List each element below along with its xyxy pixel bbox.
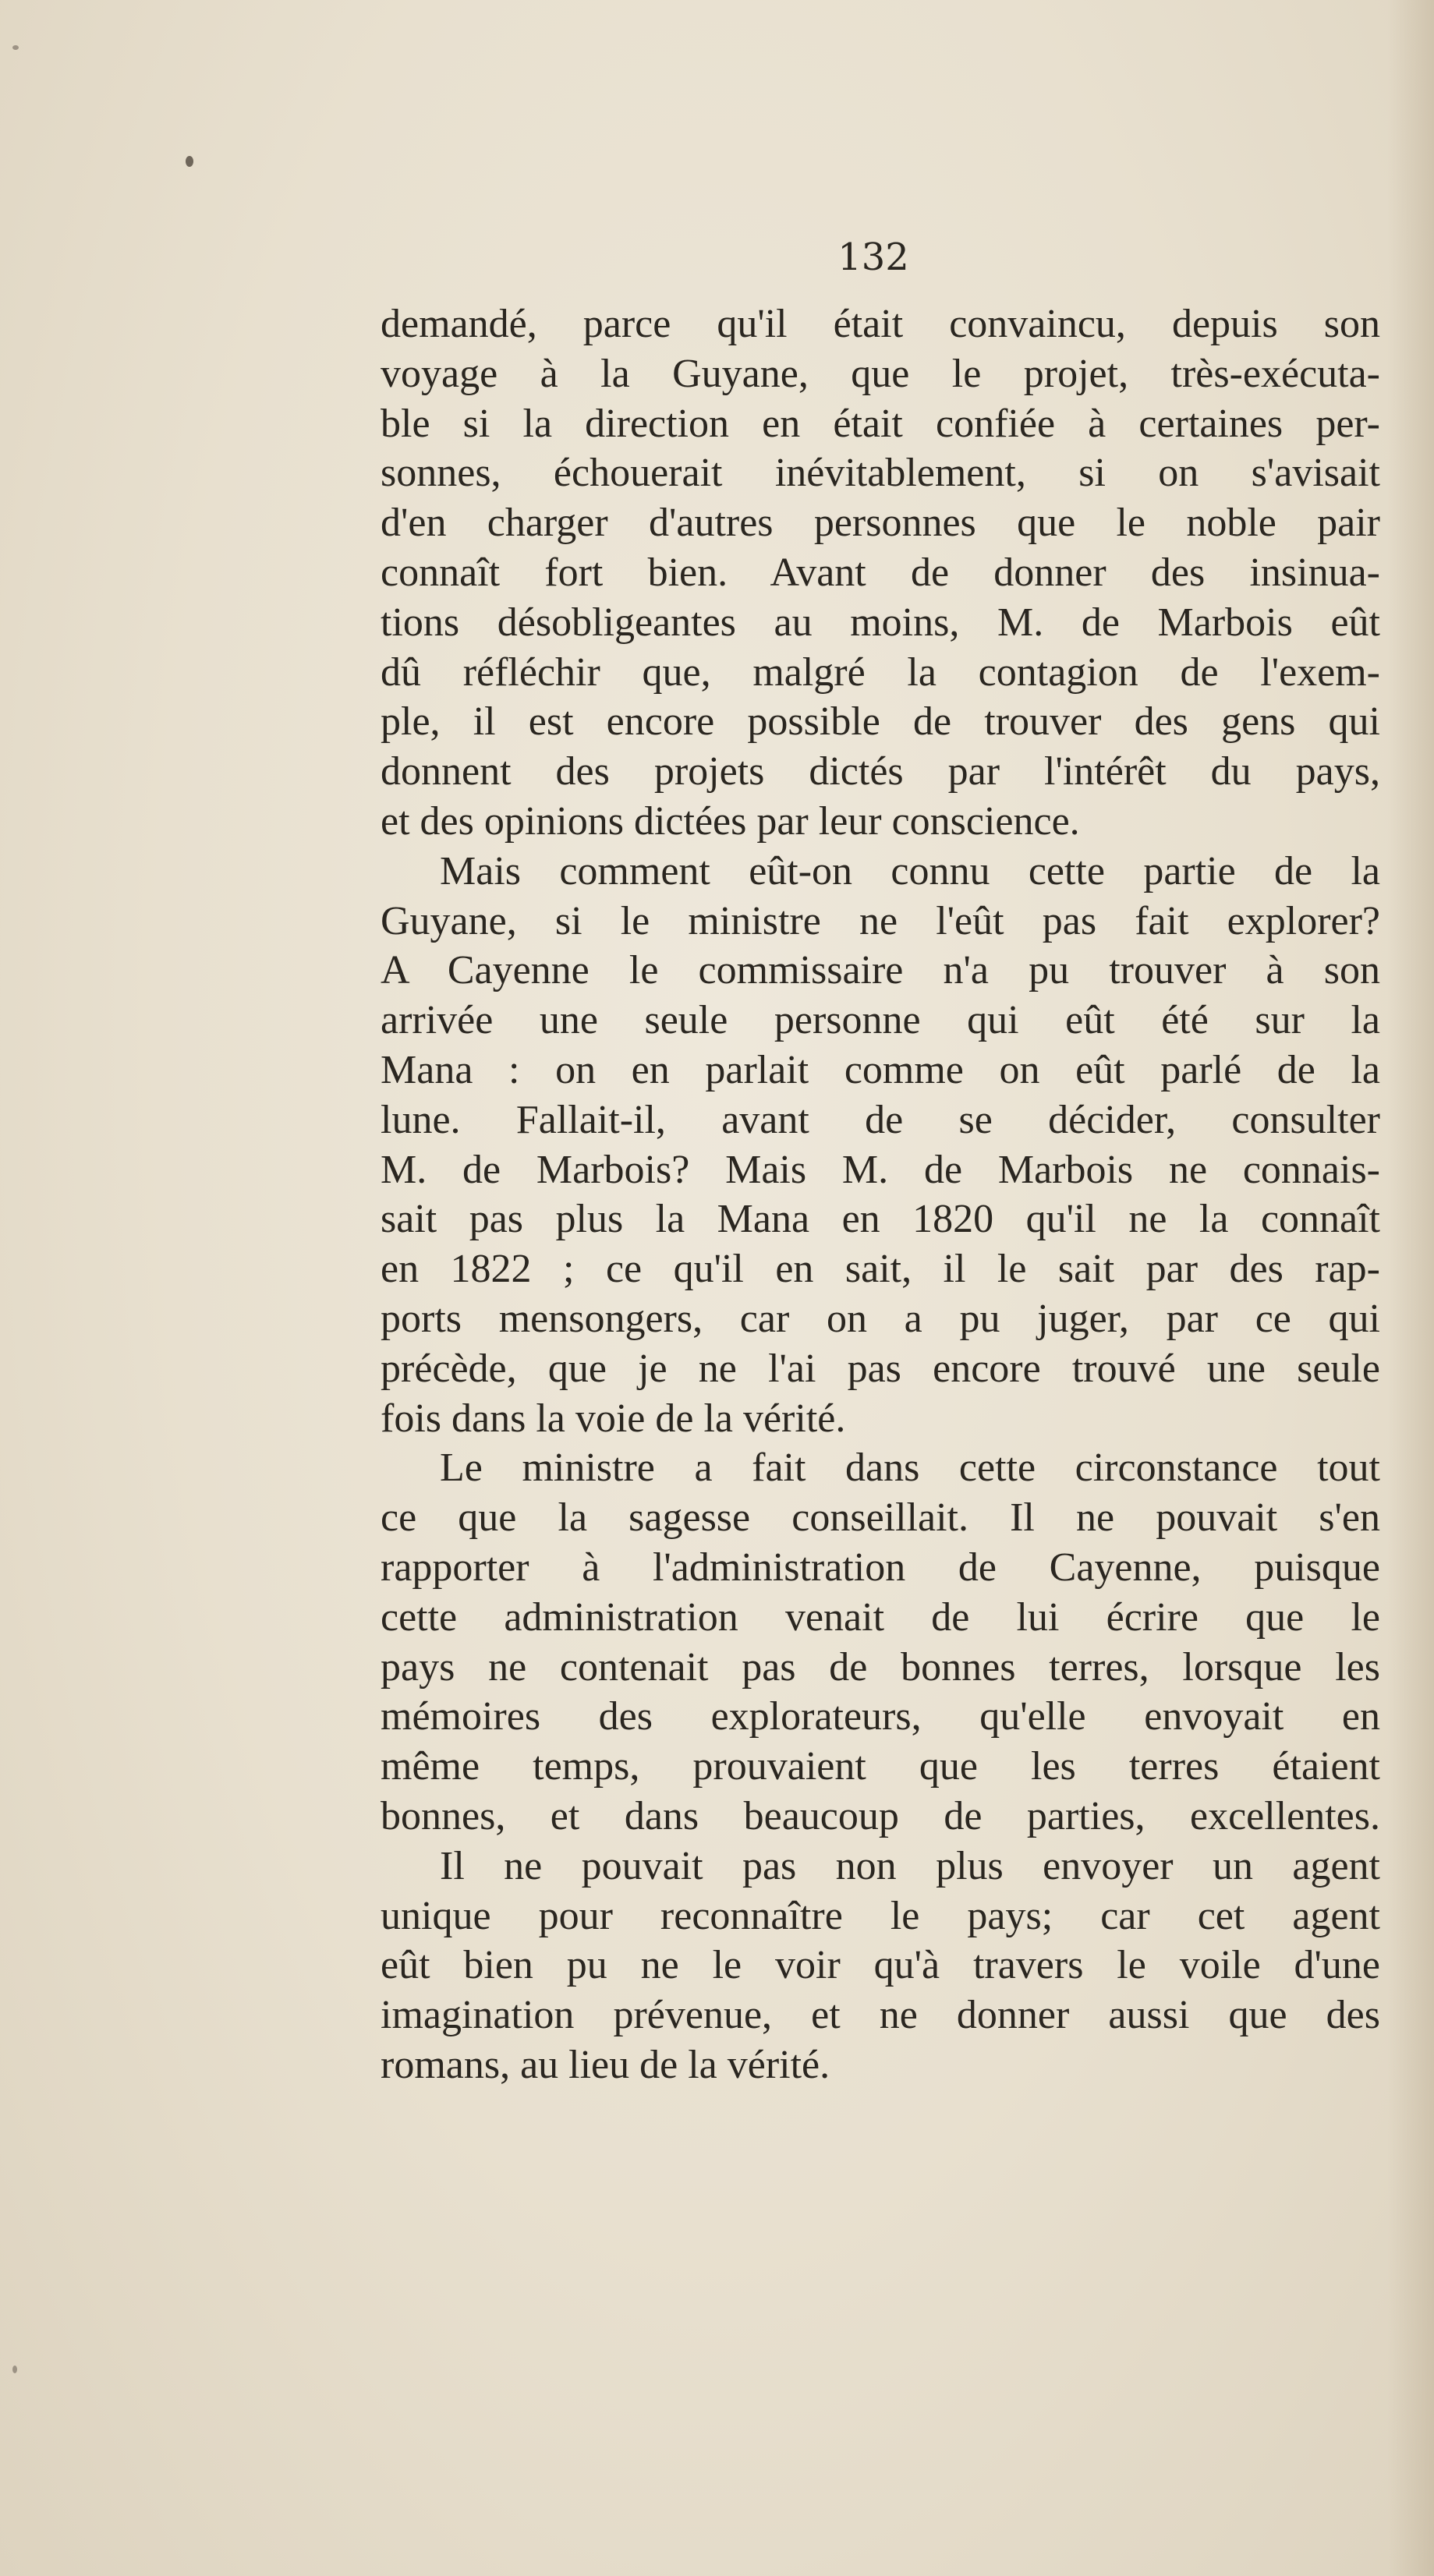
text-line: même temps, prouvaient que les terres étaient [381,1744,1380,1789]
text-line: Le ministre a fait dans cette circonstance tout [440,1445,1380,1491]
text-line: donnent des projets dictés par l'intérêt du pays, [381,749,1380,794]
text-line: romans, au lieu de la vérité. [381,2042,830,2087]
text-line: arrivée une seule personne qui eût été sur la [381,998,1380,1043]
text-line: tions désobligeantes au moins, M. de Marbois eût [381,600,1380,645]
text-line: et des opinions dictées par leur conscience. [381,798,1080,844]
text-line: sait pas plus la Mana en 1820 qu'il ne la connaît [381,1197,1380,1242]
text-line: cette administration venait de lui écrire que le [381,1594,1380,1640]
text-line: Guyane, si le ministre ne l'eût pas fait explorer? [381,898,1380,943]
page-edge-shadow [1387,0,1434,2576]
text-line: unique pour reconnaître le pays; car cet agent [381,1893,1380,1938]
text-line: voyage à la Guyane, que le projet, très-exécuta- [381,351,1380,396]
text-line: M. de Marbois? Mais M. de Marbois ne connais- [381,1147,1380,1192]
text-line: bonnes, et dans beaucoup de parties, excellentes. [381,1793,1380,1838]
text-line: d'en charger d'autres personnes que le noble pair [381,501,1380,546]
paper-spot [12,45,19,50]
text-line: précède, que je ne l'ai pas encore trouvé une seule [381,1346,1380,1391]
paper-spot [12,2365,17,2373]
text-line: lune. Fallait-il, avant de se décider, consulter [381,1097,1380,1142]
text-line: eût bien pu ne le voir qu'à travers le voile d'une [381,1943,1380,1988]
text-line: ble si la direction en était confiée à certaines per- [381,401,1380,446]
text-line: connaît fort bien. Avant de donner des insinua- [381,550,1380,595]
text-line: imagination prévenue, et ne donner aussi que des [381,1993,1380,2038]
text-line: ce que la sagesse conseillait. Il ne pouvait s'en [381,1495,1380,1541]
text-line: demandé, parce qu'il était convaincu, depuis son [381,302,1380,346]
paragraph [381,1443,1380,1841]
text-line: sonnes, échouerait inévitablement, si on s'avisait [381,451,1380,496]
text-line: Il ne pouvait pas non plus envoyer un agent [440,1843,1380,1888]
paragraph [381,847,1380,1444]
body-text [381,299,1380,2090]
text-line: en 1822 ; ce qu'il en sait, il le sait par des rap- [381,1247,1380,1292]
text-line: fois dans la voie de la vérité. [381,1396,846,1441]
text-line: pays ne contenait pas de bonnes terres, lorsque les [381,1644,1380,1690]
paragraph [381,1842,1380,2090]
page-number: 132 [837,235,909,279]
text-line: rapporter à l'administration de Cayenne, puisque [381,1545,1380,1590]
paragraph [381,299,1380,847]
text-line: A Cayenne le commissaire n'a pu trouver à son [381,948,1380,993]
paper-spot [186,156,193,167]
text-line: dû réfléchir que, malgré la contagion de l'exem- [381,649,1380,695]
text-line: Mais comment eût-on connu cette partie de la [440,848,1380,893]
text-line: mémoires des explorateurs, qu'elle envoyait en [381,1694,1380,1739]
text-line: ple, il est encore possible de trouver des gens qui [381,699,1380,745]
text-line: Mana : on en parlait comme on eût parlé de la [381,1047,1380,1092]
text-line: ports mensongers, car on a pu juger, par ce qui [381,1296,1380,1341]
